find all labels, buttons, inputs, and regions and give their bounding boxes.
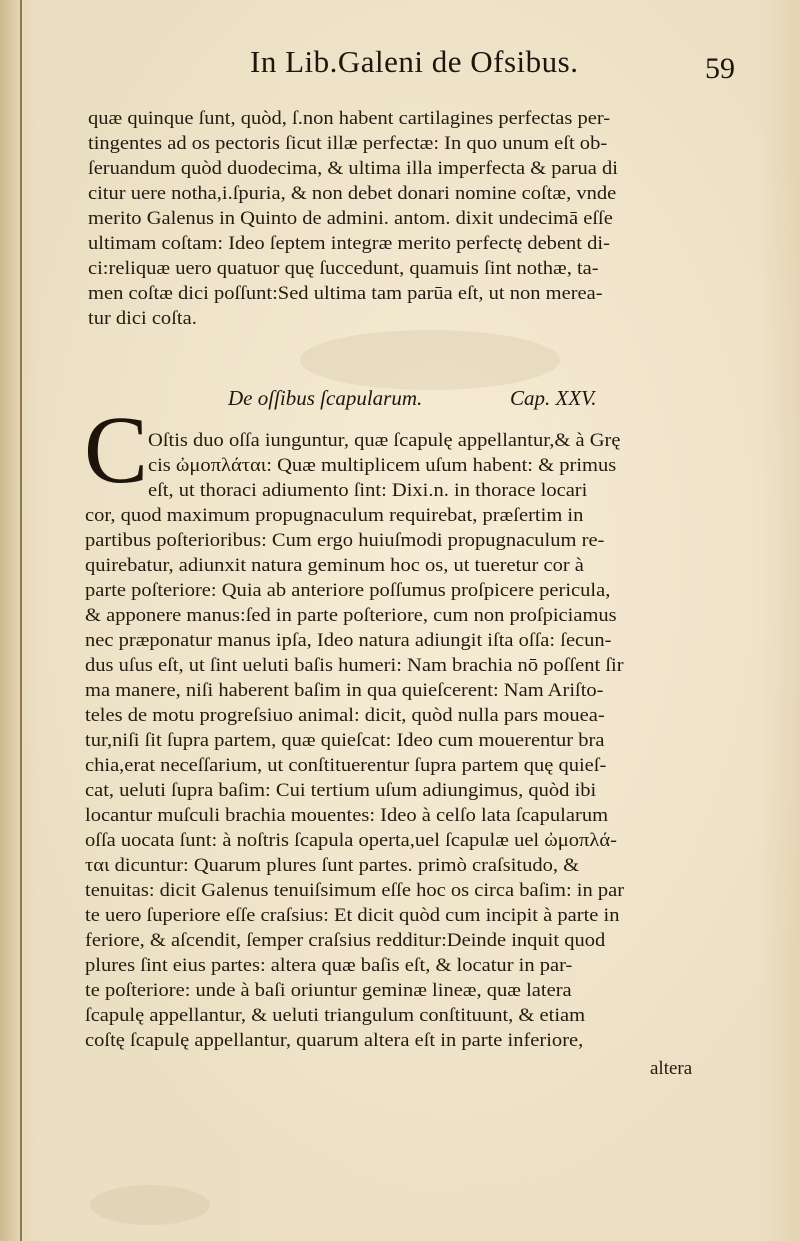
running-head: In Lib.Galeni de Ofsibus. [250,44,579,79]
text-line: quæ quinque ſunt, quòd, ſ.non habent cartilagines perfectas per- [88,108,611,129]
text-line: & apponere manus:ſed in parte poſteriore, cum non proſpiciamus [85,605,617,626]
text-line: Oſtis duo oſſa iunguntur, quæ ſcapulę appellantur,& à Grę [148,430,621,451]
text-line: te uero ſuperiore eſſe craſsius: Et dicit quòd cum incipit à parte in [85,905,620,926]
text-line: eſt, ut thoraci adiumento ſint: Dixi.n. in thorace locari [148,480,588,501]
text-line: dus uſus eſt, ut ſint ueluti baſis humeri: Nam brachia nō poſſent ſir [85,655,624,676]
chapter-title: De oſſibus ſcapularum. [228,386,423,410]
text-line: merito Galenus in Quinto de admini. antom. dixit undecimā eſſe [88,208,613,229]
text-line: teles de motu progreſsiuo animal: dicit, quòd nulla pars mouea- [85,705,605,726]
page-gutter [0,0,22,1241]
text-line: tur,niſi ſit ſupra partem, quæ quieſcat: Ideo cum mouerentur bra [85,730,605,751]
text-line: plures ſint eius partes: altera quæ baſis eſt, & locatur in par- [85,955,573,976]
text-line: citur uere notha,i.ſpuria, & non debet donari nomine coſtæ, vnde [88,183,617,204]
paper-stain [90,1185,210,1225]
text-line: tenuitas: dicit Galenus tenuiſsimum eſſe hoc os circa baſim: in par [85,880,625,901]
text-line: ται dicuntur: Quarum plures ſunt partes. primò craſsitudo, & [85,855,580,876]
text-line: feriore, & aſcendit, ſemper craſsius redditur:Deinde inquit quod [85,930,606,951]
text-line: quirebatur, adiunxit natura geminum hoc os, ut tueretur cor à [85,555,584,576]
text-line: ci:reliquæ uero quatuor quę ſuccedunt, quamuis ſint nothæ, ta- [88,258,599,279]
text-line: ſeruandum quòd duodecima, & ultima illa imperfecta & parua di [88,158,618,179]
text-line: te poſteriore: unde à baſi oriuntur geminæ lineæ, quæ latera [85,980,572,1001]
drop-cap: C [84,396,149,503]
binding-edge-line [20,0,22,1241]
text-line: partibus poſterioribus: Cum ergo huiuſmodi propugnaculum re- [85,530,605,551]
text-line: locantur muſculi brachia mouentes: Ideo à celſo lata ſcapularum [85,805,609,826]
text-line: coſtę ſcapulę appellantur, quarum altera eſt in parte inferiore, [85,1030,584,1051]
text-line: cor, quod maximum propugnaculum requirebat, præſertim in [85,505,584,526]
chapter-number: Cap. XXV. [510,386,597,410]
text-line: ma manere, niſi haberent baſim in qua quieſcerent: Nam Ariſto- [85,680,604,701]
text-line: tur dici coſta. [88,308,197,329]
text-line: men coſtæ dici poſſunt:Sed ultima tam parūa eſt, ut non merea- [88,283,603,304]
text-line: tingentes ad os pectoris ſicut illæ perfectæ: In quo unum eſt ob- [88,133,608,154]
text-line: ultimam coſtam: Ideo ſeptem integræ merito perfectę debent di- [88,233,610,254]
text-line: oſſa uocata ſunt: à noſtris ſcapula operta,uel ſcapulæ uel ὠμοπλά- [85,830,617,851]
page-number: 59 [705,52,735,85]
text-line: cat, ueluti ſupra baſim: Cui tertium uſum adiungimus, quòd ibi [85,780,597,801]
text-line: ſcapulę appellantur, & ueluti triangulum conſtituunt, & etiam [85,1005,586,1026]
text-line: chia,erat neceſſarium, ut conſtituerentur ſupra partem quę quieſ- [85,755,607,776]
text-line: nec præponatur manus ipſa, Ideo natura adiungit iſta oſſa: ſecun- [85,630,612,651]
catchword: altera [650,1058,693,1079]
text-line: parte poſteriore: Quia ab anteriore poſſumus proſpicere pericula, [85,580,611,601]
text-line: cis ὠμοπλάται: Quæ multiplicem uſum habent: & primus [148,455,617,476]
paper-stain [300,330,560,390]
